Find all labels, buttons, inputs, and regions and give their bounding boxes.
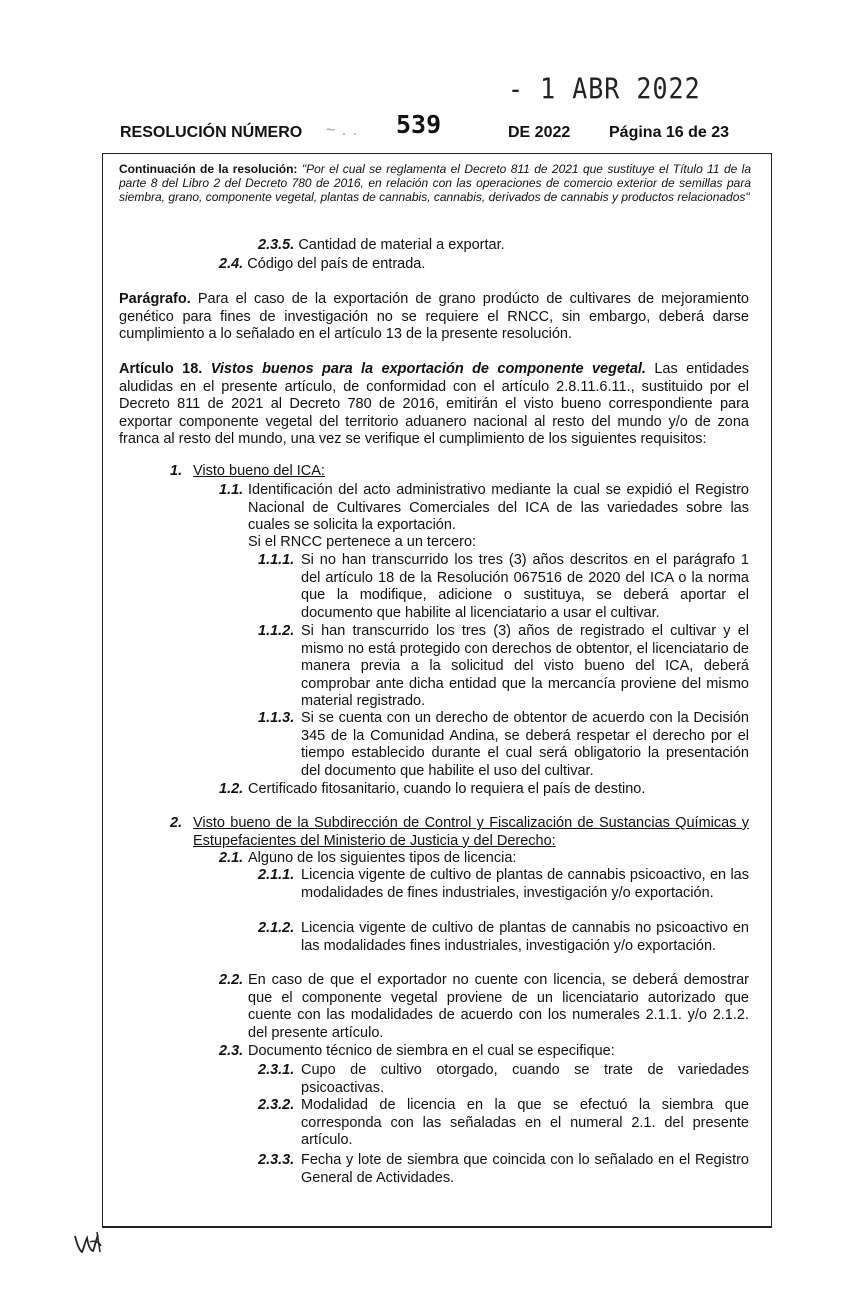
item-1-1-1-text: Si no han transcurrido los tres (3) años descritos en el parágrafo 1 del artículo 18 de la Resolución 067516 de 2020 del ICA o la norma que la modifique, adicione o sustituya, se deberá aportar el documento que habilite al licenciatario a usar el cultivar. [301,552,749,621]
item-2-1-2-number: 2.1.2. [258,920,295,936]
item-1-2-text: Certificado fitosanitario, cuando lo requiera el país de destino. [248,781,646,797]
item-2-3-2-number: 2.3.2. [258,1097,295,1113]
item-1-1-2-number: 1.1.2. [258,623,295,639]
item-text: Código del país de entrada. [247,256,426,272]
item-2-1-2-text: Licencia vigente de cultivo de plantas de cannabis no psicoactivo en las modalidades fines industriales, investigación y/o exportación. [301,920,749,954]
continuation-text: "Por el cual se reglamenta el Decreto 811 de 2021 que sustituye el Título 11 de la parte 8 del Libro 2 del Decreto 780 de 2016, en relación con las operaciones de comercio exterior de semillas para siembra, grano, componente vegetal, plantas de cannabis, cannabis, derivados de cannabis y productos relacionados" [119,162,751,204]
item-2-1-1-number: 2.1.1. [258,867,295,883]
item-2-1-number: 2.1. [219,850,244,866]
handwritten-initials-signature [72,1228,104,1256]
section-1-title: Visto bueno del ICA: [193,463,325,479]
paragrafo-label: Parágrafo. [119,291,191,307]
item-1-2-number: 1.2. [219,781,244,797]
rncc-note: Si el RNCC pertenece a un tercero: [248,534,477,550]
item-2-1-text: Alguno de los siguientes tipos de licencia: [248,850,517,866]
articulo-title: Vistos buenos para la exportación de componente vegetal. [210,361,646,377]
continuation-block [119,162,751,204]
item-2-3-3-text: Fecha y lote de siembra que coincida con lo señalado en el Registro General de Actividades. [301,1152,749,1186]
resolution-number: 539 [396,110,442,139]
articulo-18 [119,361,749,449]
item-text: Cantidad de material a exportar. [298,237,505,253]
item-2-1-1-text: Licencia vigente de cultivo de plantas de cannabis psicoactivo, en las modalidades de fines industriales, investigación y/o exportación. [301,867,749,901]
item-2-2-number: 2.2. [219,972,244,988]
item-number: 2.3.5. [258,237,295,253]
articulo-label: Artículo 18. [119,361,203,377]
item-2-3-number: 2.3. [219,1043,244,1059]
resolution-year: DE 2022 [508,124,571,141]
paragrafo [119,291,749,344]
section-2-number: 2. [170,815,183,831]
item-2-3-1-text: Cupo de cultivo otorgado, cuando se trate de variedades psicoactivas. [301,1062,749,1096]
item-2-3-text: Documento técnico de siembra en el cual se especifique: [248,1043,615,1059]
number: 1. [170,463,183,479]
paragrafo-text: Para el caso de la exportación de grano prodúcto de cultivares de mejoramiento genético para fines de investigación no se requiere el RNCC, sin embargo, deberá darse cumplimiento a lo señalado en el artículo 13 de la presente resolución. [119,291,749,342]
item-1-1-number: 1.1. [219,482,244,498]
page-indicator: Página 16 de 23 [609,124,730,141]
item-1-1-1-number: 1.1.1. [258,552,295,568]
item-1-1-2-text: Si han transcurrido los tres (3) años de registrado el cultivar y el mismo no está protegido con derechos de obtentor, el licenciatario de manera previa a la solicitud del visto bueno del ICA, deberá comprobar ante dicha entidad que la mercancía proviene del mismo material registrado. [301,623,749,709]
item-2-3-5 [258,237,505,255]
resolution-label: RESOLUCIÓN NÚMERO [120,124,303,141]
articulo-text: Las entidades aludidas en el presente artículo, de conformidad con el artículo 2.8.11.6.11., sustituido por el Decreto 811 de 2021 al Decreto 780 de 2016, emitirán el visto bueno correspondiente para exportar componente vegetal del territorio aduanero nacional al resto del mundo y/o de zona franca al resto del mundo, una vez se verifique el cumplimiento de los siguientes requisitos: [119,361,750,447]
faded-number-stamp: ~ . . [326,122,359,139]
section-1-number [170,463,182,481]
item-number: 2.4. [219,256,244,272]
item-2-3-3-number: 2.3.3. [258,1152,295,1168]
item-2-2-text: En caso de que el exportador no cuente con licencia, se deberá demostrar que el componente vegetal proviene de un licenciatario autorizado que cuente con las modalidades de acuerdo con los numerales 2.1.1. y/o 2.1.2. del presente artículo. [248,972,749,1041]
continuation-label: Continuación de la resolución: [119,162,298,176]
date-stamp: - 1 ABR 2022 [508,71,701,106]
item-1-1-3-text: Si se cuenta con un derecho de obtentor de acuerdo con la Decisión 345 de la Comunidad Andina, se deberá respetar el derecho por el tiempo establecido durante el cual será obligatorio la presentación del documento que habilite el uso del cultivar. [301,710,749,779]
item-1-1-3-number: 1.1.3. [258,710,295,726]
item-2-3-2-text: Modalidad de licencia en la que se efectuó la siembra que corresponda con las señaladas en el numeral 2.1. del presente artículo. [301,1097,749,1148]
item-2-4 [219,256,425,274]
section-2-title: Visto bueno de la Subdirección de Control y Fiscalización de Sustancias Químicas y Estupefacientes del Ministerio de Justicia y del Derecho: [193,815,749,849]
item-2-3-1-number: 2.3.1. [258,1062,295,1078]
resolution-header [120,110,760,150]
item-1-1-text: Identificación del acto administrativo mediante la cual se expidió el Registro Nacional de Cultivares Comerciales del ICA de las variedades sobre las cuales se solicita la exportación. [248,482,749,533]
